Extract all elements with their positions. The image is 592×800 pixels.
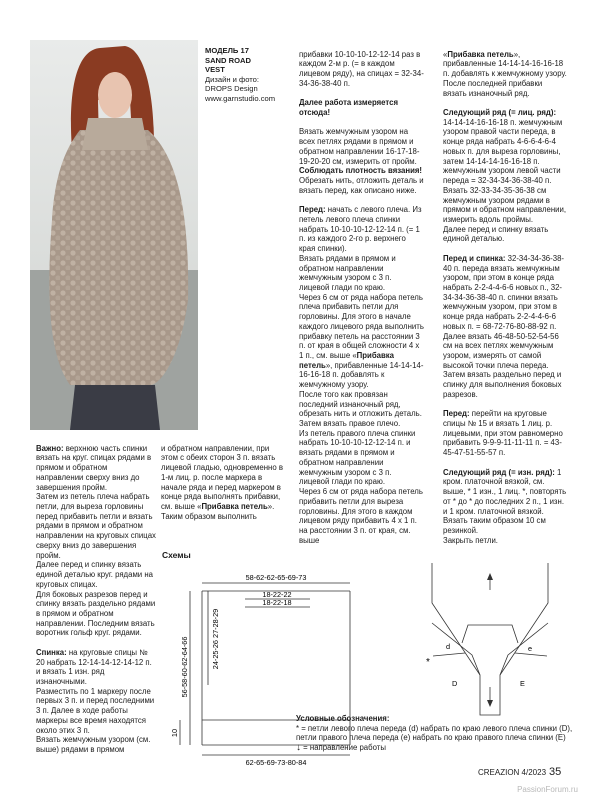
website: www.garnstudio.com — [205, 93, 276, 103]
text: прибавки 10-10-10-12-12-14 раз в каждом 2-м р. (= в каждом лицевом ряду), на спицах = 32-34-34-36-38-40 п. — [299, 49, 424, 88]
text: ». Таким образом выполнить — [161, 502, 275, 521]
bold-text: Прибавка петель — [447, 49, 514, 59]
direction-arrow-icon: ↓ — [296, 741, 301, 753]
paragraph — [299, 50, 424, 89]
bold-text: Соблюдать плотность вязания! — [299, 166, 423, 176]
dim-top-width: 58-62-62-65-69-73 — [245, 573, 307, 582]
text-column-1 — [36, 434, 156, 764]
paragraph — [299, 98, 424, 117]
paragraph — [443, 50, 568, 99]
paragraph — [36, 648, 156, 755]
text: 1 кром. платочной вязкой, см. выше, * 1 изн., 1 лиц. *, повторять от * до * до последних 2 п., 1 изн. и 1 кром. платочной вязкой. Вязать таким образом 10 см резинкой. Закрыть петли. — [443, 467, 567, 545]
model-name-2: VEST — [205, 65, 225, 75]
schemes-title: Схемы — [162, 550, 191, 560]
text: 32-34-34-36-38-40 п. переда вязать жемчужным узором, при этом в конце ряда набрать 2-2-4-4-6-6 новых п., 32-34-34-36-38-40 п. спинки вязать жемчужным узором, при этом в конце ряда набрать 2-2-4-4-6-6 новых п. = 68-72-76-80-88-92 п. Далее вязать 46-48-50-52-54-56 см на всех петлях жемчужным узором, измерять от самой высокой точки плеча переда. Затем вязать раздельно перед и спинку для выполнения боковых разрезов. — [443, 253, 565, 399]
paragraph — [299, 127, 424, 195]
dim-rib: 10 — [170, 728, 179, 738]
watermark: PassionForum.ru — [517, 785, 578, 794]
dim-neck-1: 18-22-22 — [262, 590, 292, 599]
credit-block — [205, 46, 293, 104]
paragraph — [299, 205, 424, 545]
text-column-3 — [299, 40, 424, 555]
text: перейти на круговые спицы № 15 и вязать 1 лиц. р. лицевыми, при этом равномерно прибавить 9-9-9-11-11-11 п. = 43-45-47-51-55-57 п. — [443, 409, 563, 458]
text-column-4 — [443, 40, 568, 555]
text: Обрезать нить, отложить деталь и вязать перед, как описано ниже. — [299, 176, 424, 195]
paragraph — [443, 468, 568, 546]
dim-armhole: 24-25-26 27-28-29 — [211, 608, 220, 670]
legend-item-shoulders: * = петли левого плеча переда (d) набрать по краю левого плеча спинки (D), петли правого плеча переда (e) набрать по краю правого плеча спинки (E) — [296, 723, 573, 743]
dim-height: 56-58-60-62-64-66 — [180, 636, 189, 698]
magazine-name: CREAZION 4/2023 — [478, 768, 547, 777]
model-number: МОДЕЛЬ 17 — [205, 46, 249, 55]
piece-label-E: E — [520, 679, 525, 688]
bold-lead: Следующий ряд (= изн. ряд): — [443, 467, 555, 477]
text: Вязать жемчужным узором на всех петлях рядами в прямом и обратном направлении 16-17-18-19-20-20 см, измерить от пройм. — [299, 127, 420, 166]
text: 14-14-14-16-16-18 п. жемчужным узором правой части переда, в конце ряда набрать 4-6-6-4-6-4 новых п. для выреза горловины, затем 14-14-14-16-16-18 п. жемчужным узором левой части переда = 32-34-34-36-38-40 п. Вязать 32-33-34-35-36-38 см жемчужным узором рядами в прямом и обратном направлении, измерить вдоль проймы. Далее перед и спинку вязать единой деталью. — [443, 117, 567, 244]
piece-label-d: d — [446, 642, 451, 651]
text: начать с левого плеча. Из петель левого плеча спинки набрать 10-10-10-12-12-14 п. (= 1 п. из каждого 2-го р. верхнего края спинки). Вязать рядами в прямом и обратном направлении жемчужным узором с 3 п. лицевой глади по краю. Через 6 см от ряда набора петель плеча прибавить петли для горловины. Для этого в начале каждого лицевого ряда выполнить прибавку петель на расстоянии 3 п. от края в общей сложности 4 х 1 п., см. выше « — [299, 205, 424, 360]
legend-item-direction — [296, 743, 576, 753]
bold-lead: Важно: — [36, 443, 64, 453]
piece-label-e: e — [528, 644, 533, 653]
bold-text: Прибавка петель — [201, 502, 268, 512]
bold-lead: Перед: — [299, 205, 326, 215]
page-number: 35 — [549, 766, 562, 778]
bold-text: Прибавка петель — [299, 351, 394, 370]
paragraph — [443, 254, 568, 400]
bold-lead: Спинка: — [36, 647, 67, 657]
text: « — [443, 49, 448, 59]
paragraph — [161, 444, 286, 522]
bold-lead: Перед: — [443, 409, 470, 419]
text: на круговые спицы № 20 набрать 12-14-14-12-14-12 п. и вязать 1 изн. ряд изнаночными. Разместить по 1 маркеру после первых 3 п. и перед последними 3 п. Далее в ходе работы маркеры все время находятся около этих 3 п. Вязать жемчужным узором (см. выше) рядами в прямом — [36, 647, 155, 754]
star-mark: * — [426, 657, 430, 668]
piece-label-D: D — [452, 679, 458, 688]
text: », прибавленные 14-14-14-16-16-18 п. добавлять к жемчужному узору. После последней прибавки вязать изнаночный ряд. — [443, 49, 567, 98]
bold-lead: Следующий ряд (= лиц. ряд): — [443, 108, 557, 118]
text: верхнюю часть спинки вязать на круг. спицах рядами в прямом и обратном направлении сверху вниз до завершения пройм. Затем из петель плеча набрать петли, для выреза горловины перед прибавить петли и вязать рядами в прямом и обратном направлении на круговых спицах сверху вниз до завершения пройм. Далее перед и спинку вязать единой деталью круг. рядами на круговых спицах. Для боковых разрезов перед и спинку вязать раздельно рядами в прямом и обратном направлении. Последним вязать воротник гольф круг. рядами. — [36, 443, 156, 638]
text-column-2 — [161, 434, 286, 531]
legend-text: = направление работы — [303, 742, 386, 752]
design-label: Дизайн и фото: — [205, 74, 260, 84]
paragraph — [36, 444, 156, 638]
model-photo — [30, 40, 198, 430]
bold-lead: Перед и спинка: — [443, 253, 506, 263]
dim-neck-2: 18-22-18 — [262, 598, 292, 607]
designer: DROPS Design — [205, 84, 258, 94]
legend — [296, 714, 576, 752]
text: и обратном направлении, при этом с обеих сторон 3 п. вязать лицевой гладью, одновременно в 1-м лиц. р. после маркера в начале ряда и перед маркером в конце ряда выполнять прибавки, см. выше « — [161, 443, 284, 512]
bold-text: Далее работа измеряется отсюда! — [299, 98, 399, 118]
legend-title: Условные обозначения: — [296, 714, 390, 723]
paragraph — [443, 108, 568, 244]
page-footer — [478, 766, 561, 778]
model-name-1: SAND ROAD — [205, 55, 251, 65]
dim-bottom-width: 62-65-69-73-80-84 — [245, 758, 307, 767]
paragraph — [443, 409, 568, 458]
text: », прибавленные 14-14-14-16-16-18 п. добавлять к жемчужному узору. После того как провязан последний изнаночный ряд, обрезать нить и отложить деталь. Затем вязать правое плечо. Из петель правого плеча спинки набрать 10-10-10-12-12-14 п. и вязать рядами в прямом и обратном направлении жемчужным узором с 3 п. лицевой глади по краю. Через 6 см от ряда набора петель прибавить петли для выреза горловины. Для этого в каждом лицевом ряду прибавить 4 х 1 п. на расстоянии 3 п. от края, см. выше — [299, 360, 424, 545]
